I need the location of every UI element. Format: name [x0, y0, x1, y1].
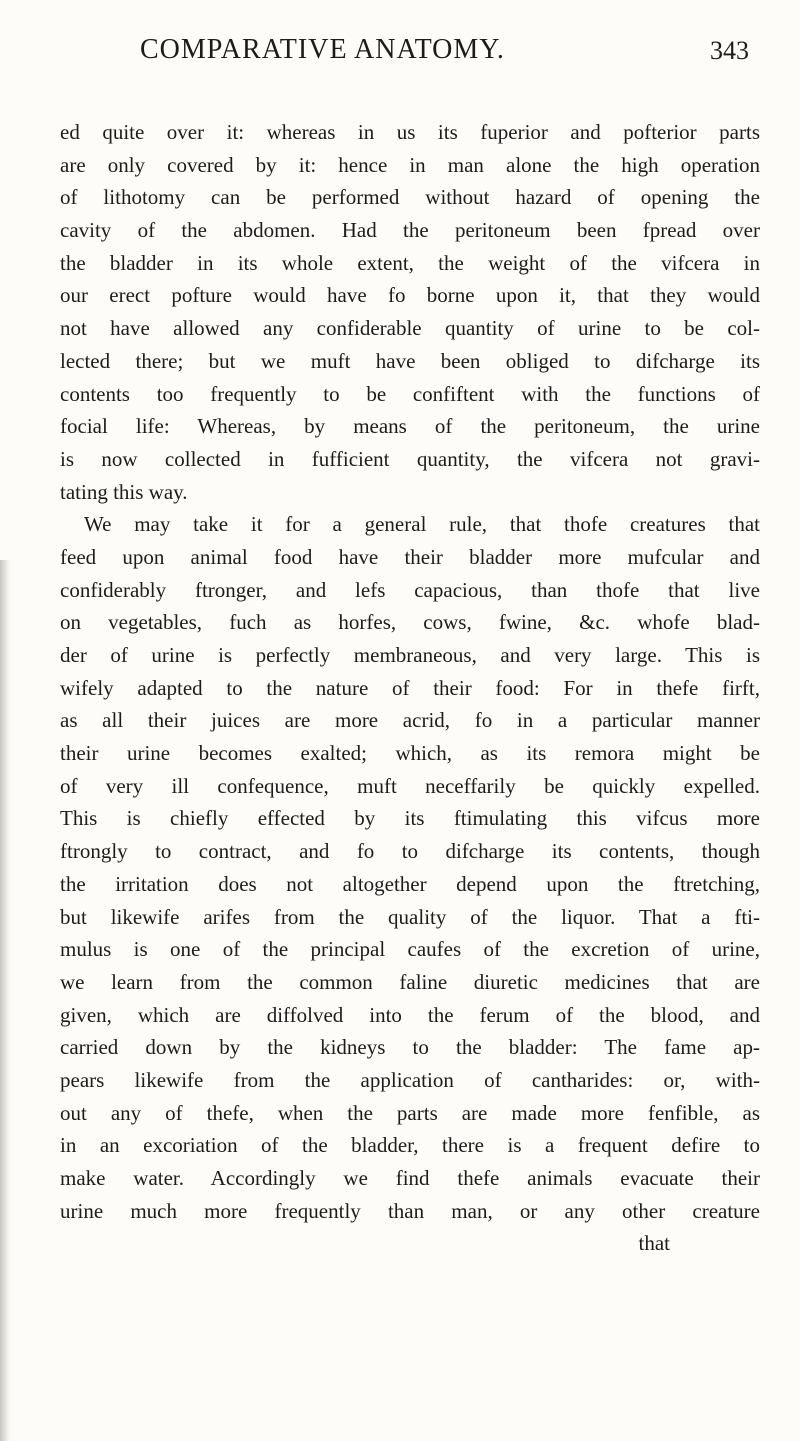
text-line: the bladder in its whole extent, the weight of the vifcera in	[60, 250, 760, 275]
text-line: make water. Accordingly we find thefe animals evacuate their	[60, 1166, 760, 1190]
text-line: carried down by the kidneys to the bladder: The fame ap-	[60, 1035, 760, 1060]
text-line: as all their juices are more acrid, fo in a particular manner	[60, 708, 760, 733]
text-line: are only covered by it: hence in man alone the high operation	[60, 152, 760, 177]
text-line: cavity of the abdomen. Had the peritoneum been fpread over	[60, 218, 760, 243]
text-line: the irritation does not altogether depend upon the ftretching,	[60, 871, 760, 896]
text-line: lected there; but we muft have been obliged to difcharge its	[60, 348, 760, 373]
text-line: confiderably ftronger, and lefs capacious, than thofe that live	[60, 577, 760, 602]
running-head	[140, 22, 749, 74]
text-line: urine much more frequently than man, or any other creature	[60, 1198, 760, 1223]
paragraph-start-line: We may take it for a general rule, that thofe creatures that	[84, 512, 760, 537]
text-line: is now collected in fufficient quantity, the vifcera not gravi-	[60, 446, 760, 471]
text-line: out any of thefe, when the parts are made more fenfible, as	[60, 1100, 760, 1125]
paragraph-end-line: tating this way.	[60, 479, 188, 504]
binding-shadow	[0, 560, 10, 1441]
body-text	[60, 116, 760, 1260]
text-line: ed quite over it: whereas in us its fuperior and pofterior parts	[60, 120, 760, 144]
text-line: focial life: Whereas, by means of the peritoneum, the urine	[60, 414, 760, 439]
text-line: in an excoriation of the bladder, there is a frequent defire to	[60, 1133, 760, 1158]
text-line: their urine becomes exalted; which, as its remora might be	[60, 741, 760, 766]
text-line: but likewife arifes from the quality of the liquor. That a fti-	[60, 904, 760, 929]
text-line: wifely adapted to the nature of their food: For in thefe firft,	[60, 675, 760, 700]
catchword: that	[638, 1231, 670, 1256]
text-line: feed upon animal food have their bladder more mufcular and	[60, 544, 760, 569]
text-line: not have allowed any confiderable quantity of urine to be col-	[60, 316, 760, 341]
text-line: der of urine is perfectly membraneous, and very large. This is	[60, 643, 760, 667]
text-line: we learn from the common faline diuretic medicines that are	[60, 969, 760, 994]
text-line: our erect pofture would have fo borne upon it, that they would	[60, 283, 760, 308]
text-line: on vegetables, fuch as horfes, cows, fwine, &c. whofe blad-	[60, 610, 760, 635]
page-number: 343	[710, 36, 749, 65]
text-line: of very ill confequence, muft neceffarily be quickly expelled.	[60, 773, 760, 798]
text-line: ftrongly to contract, and fo to difcharge its contents, though	[60, 839, 760, 864]
text-line: mulus is one of the principal caufes of the excretion of urine,	[60, 937, 760, 962]
text-line: of lithotomy can be performed without hazard of opening the	[60, 185, 760, 210]
running-title: COMPARATIVE ANATOMY.	[140, 34, 505, 65]
text-line: given, which are diffolved into the ferum of the blood, and	[60, 1002, 760, 1027]
text-line: pears likewife from the application of cantharides: or, with-	[60, 1067, 760, 1092]
text-line: contents too frequently to be confiftent with the functions of	[60, 381, 760, 406]
text-line: This is chiefly effected by its ftimulating this vifcus more	[60, 806, 760, 831]
